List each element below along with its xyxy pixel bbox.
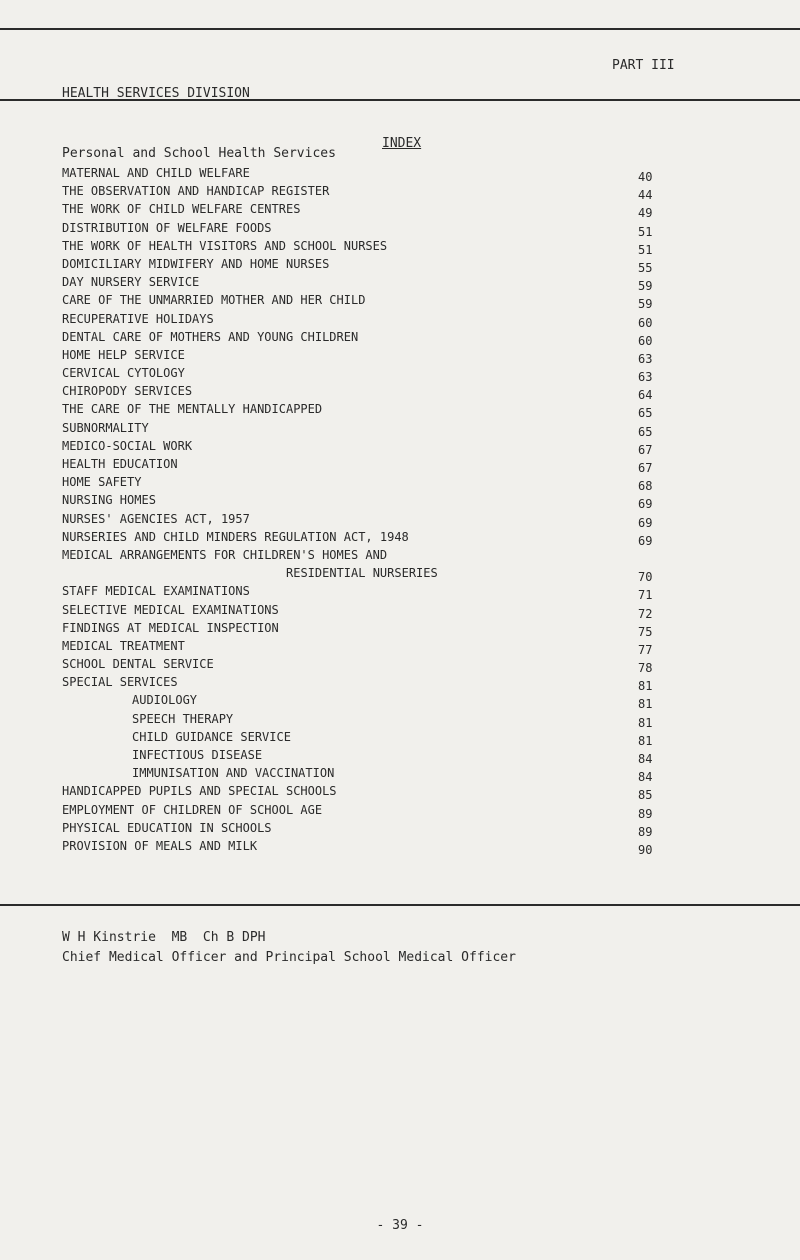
index-entry-title: FINDINGS AT MEDICAL INSPECTION xyxy=(62,620,279,635)
index-entry xyxy=(62,310,682,328)
footer-rule xyxy=(0,904,800,906)
index-entry-title: DENTAL CARE OF MOTHERS AND YOUNG CHILDREN xyxy=(62,329,359,344)
index-entry-title: SPECIAL SERVICES xyxy=(62,675,178,690)
signatory-role: Chief Medical Officer and Principal School Medical Officer xyxy=(62,950,516,965)
index-entry-page: 49 xyxy=(638,206,653,221)
index-entry-page: 81 xyxy=(638,715,653,730)
index-entry-page: 55 xyxy=(638,260,653,275)
index-entry-page: 63 xyxy=(638,351,653,366)
index-entry-title: THE CARE OF THE MENTALLY HANDICAPPED xyxy=(62,402,323,417)
index-entry xyxy=(62,746,682,764)
top-rule xyxy=(0,28,800,30)
index-entry xyxy=(62,528,682,546)
index-entry-page: 89 xyxy=(638,824,653,839)
index-entry xyxy=(62,564,682,585)
section-subtitle: Personal and School Health Services xyxy=(62,146,336,161)
index-entry-page: 81 xyxy=(638,679,653,694)
index-entry-page: 77 xyxy=(638,642,653,657)
index-entry xyxy=(62,728,682,746)
index-entry-title: STAFF MEDICAL EXAMINATIONS xyxy=(62,584,250,599)
index-entry-title: DOMICILIARY MIDWIFERY AND HOME NURSES xyxy=(62,256,330,271)
index-entry xyxy=(62,673,682,694)
index-entry-title: THE WORK OF HEALTH VISITORS AND SCHOOL NURSES xyxy=(62,238,388,253)
index-entry-page: 89 xyxy=(638,806,653,821)
index-entry-page: 51 xyxy=(638,242,653,257)
index-entry-title: CARE OF THE UNMARRIED MOTHER AND HER CHILD xyxy=(62,293,366,308)
index-entry xyxy=(62,655,682,676)
index-entry xyxy=(62,801,682,819)
index-entry xyxy=(62,491,682,512)
index-entry xyxy=(62,691,682,712)
index-entry-title: HOME HELP SERVICE xyxy=(62,347,185,362)
index-entry-page: 60 xyxy=(638,315,653,330)
index-entry-page: 65 xyxy=(638,406,653,421)
division-title: HEALTH SERVICES DIVISION xyxy=(62,86,250,101)
index-entry xyxy=(62,200,682,221)
index-entry xyxy=(62,255,682,273)
index-entry xyxy=(62,455,682,473)
index-entry-page: 78 xyxy=(638,661,653,676)
index-entry-page: 69 xyxy=(638,515,653,530)
index-entry-page: 65 xyxy=(638,424,653,439)
index-entry-title: DAY NURSERY SERVICE xyxy=(62,275,200,290)
index-entry-page: 81 xyxy=(638,733,653,748)
index-entry-page: 67 xyxy=(638,442,653,457)
index-entry-title: SCHOOL DENTAL SERVICE xyxy=(62,657,214,672)
signature-block xyxy=(62,928,516,968)
index-entry-title: SELECTIVE MEDICAL EXAMINATIONS xyxy=(62,602,279,617)
index-entry-title: EMPLOYMENT OF CHILDREN OF SCHOOL AGE xyxy=(62,802,323,817)
index-entry-page: 84 xyxy=(638,770,653,785)
index-entry xyxy=(62,382,682,403)
index-entry-title: INFECTIOUS DISEASE xyxy=(132,748,263,762)
index-entry-title: NURSERIES AND CHILD MINDERS REGULATION ACT, 1948 xyxy=(62,529,409,544)
index-entry xyxy=(62,637,682,655)
index-entry-page: 81 xyxy=(638,697,653,712)
index-entry xyxy=(62,237,682,255)
index-entry xyxy=(62,364,682,385)
index-entry-page: 67 xyxy=(638,461,653,475)
index-entry-title: AUDIOLOGY xyxy=(132,693,198,708)
index-entry-page: 59 xyxy=(638,297,653,312)
index-entry-title: MEDICO-SOCIAL WORK xyxy=(62,438,193,453)
index-entry-page: 72 xyxy=(638,606,653,621)
header-rule xyxy=(0,99,800,101)
index-entry-page: 64 xyxy=(638,388,653,403)
index-entry xyxy=(62,582,682,603)
index-entry xyxy=(62,273,682,294)
part-label: PART III xyxy=(612,58,675,73)
index-entry-title: MEDICAL TREATMENT xyxy=(62,638,185,653)
index-entry-title: CHILD GUIDANCE SERVICE xyxy=(132,729,291,744)
index-entry-page: 40 xyxy=(638,170,653,184)
index-entry xyxy=(62,619,682,637)
index-entry xyxy=(62,164,682,182)
index-entry xyxy=(62,219,682,237)
index-entry-page: 59 xyxy=(638,279,653,294)
index-entry-page: 60 xyxy=(638,333,653,348)
index-entry xyxy=(62,710,682,728)
index-entry xyxy=(62,782,682,803)
header-block xyxy=(62,44,336,184)
index-entry xyxy=(62,546,682,564)
page-number: - 39 - xyxy=(376,1218,424,1233)
index-entry-title: PROVISION OF MEALS AND MILK xyxy=(62,838,258,853)
index-entry-page: 69 xyxy=(638,533,653,548)
index-entry-page: 44 xyxy=(638,188,653,203)
index-entry-page: 75 xyxy=(638,624,653,639)
index-entry xyxy=(62,437,682,455)
index-entry-title: DISTRIBUTION OF WELFARE FOODS xyxy=(62,220,272,235)
index-entry xyxy=(62,291,682,312)
index-entry xyxy=(62,419,682,437)
index-entry xyxy=(62,346,682,364)
signatory-name: W H Kinstrie MB Ch B DPH xyxy=(62,930,266,945)
index-entry-page: 63 xyxy=(638,370,653,385)
index-entry-title: MEDICAL ARRANGEMENTS FOR CHILDREN'S HOMES AND xyxy=(62,547,388,562)
index-entry xyxy=(62,510,682,528)
index-entry-title: NURSES' AGENCIES ACT, 1957 xyxy=(62,511,250,526)
index-entry xyxy=(62,764,682,785)
index-entry-page: 71 xyxy=(638,588,653,603)
index-entry-title: HOME SAFETY xyxy=(62,475,142,490)
index-entry xyxy=(62,182,682,203)
index-entry xyxy=(62,400,682,421)
index-entry-title: THE WORK OF CHILD WELFARE CENTRES xyxy=(62,202,301,217)
index-entry-title: THE OBSERVATION AND HANDICAP REGISTER xyxy=(62,184,330,199)
index-title: INDEX xyxy=(382,136,422,151)
index-entry-title: RESIDENTIAL NURSERIES xyxy=(286,566,438,581)
index-entry-page: 70 xyxy=(638,570,653,585)
index-entry-title: RECUPERATIVE HOLIDAYS xyxy=(62,311,214,326)
index-entry-title: CERVICAL CYTOLOGY xyxy=(62,366,185,381)
index-entry-title: CHIROPODY SERVICES xyxy=(62,384,193,399)
index-list xyxy=(62,164,682,855)
index-entry-title: NURSING HOMES xyxy=(62,493,156,508)
index-entry xyxy=(62,328,682,346)
index-entry-page: 90 xyxy=(638,842,653,857)
index-entry xyxy=(62,819,682,837)
index-entry-title: SUBNORMALITY xyxy=(62,420,149,435)
index-entry-page: 51 xyxy=(638,224,653,239)
index-entry xyxy=(62,473,682,494)
index-entry-title: MATERNAL AND CHILD WELFARE xyxy=(62,166,250,180)
index-entry xyxy=(62,601,682,619)
index-entry-page: 69 xyxy=(638,497,653,512)
index-entry-title: SPEECH THERAPY xyxy=(132,711,234,726)
index-entry-page: 84 xyxy=(638,752,653,766)
index-entry-page: 68 xyxy=(638,479,653,494)
index-entry-title: IMMUNISATION AND VACCINATION xyxy=(132,766,335,781)
index-entry-title: HEALTH EDUCATION xyxy=(62,457,178,471)
index-entry-title: HANDICAPPED PUPILS AND SPECIAL SCHOOLS xyxy=(62,784,337,799)
index-entry-page: 85 xyxy=(638,788,653,803)
index-entry-title: PHYSICAL EDUCATION IN SCHOOLS xyxy=(62,820,272,835)
index-entry xyxy=(62,837,682,855)
